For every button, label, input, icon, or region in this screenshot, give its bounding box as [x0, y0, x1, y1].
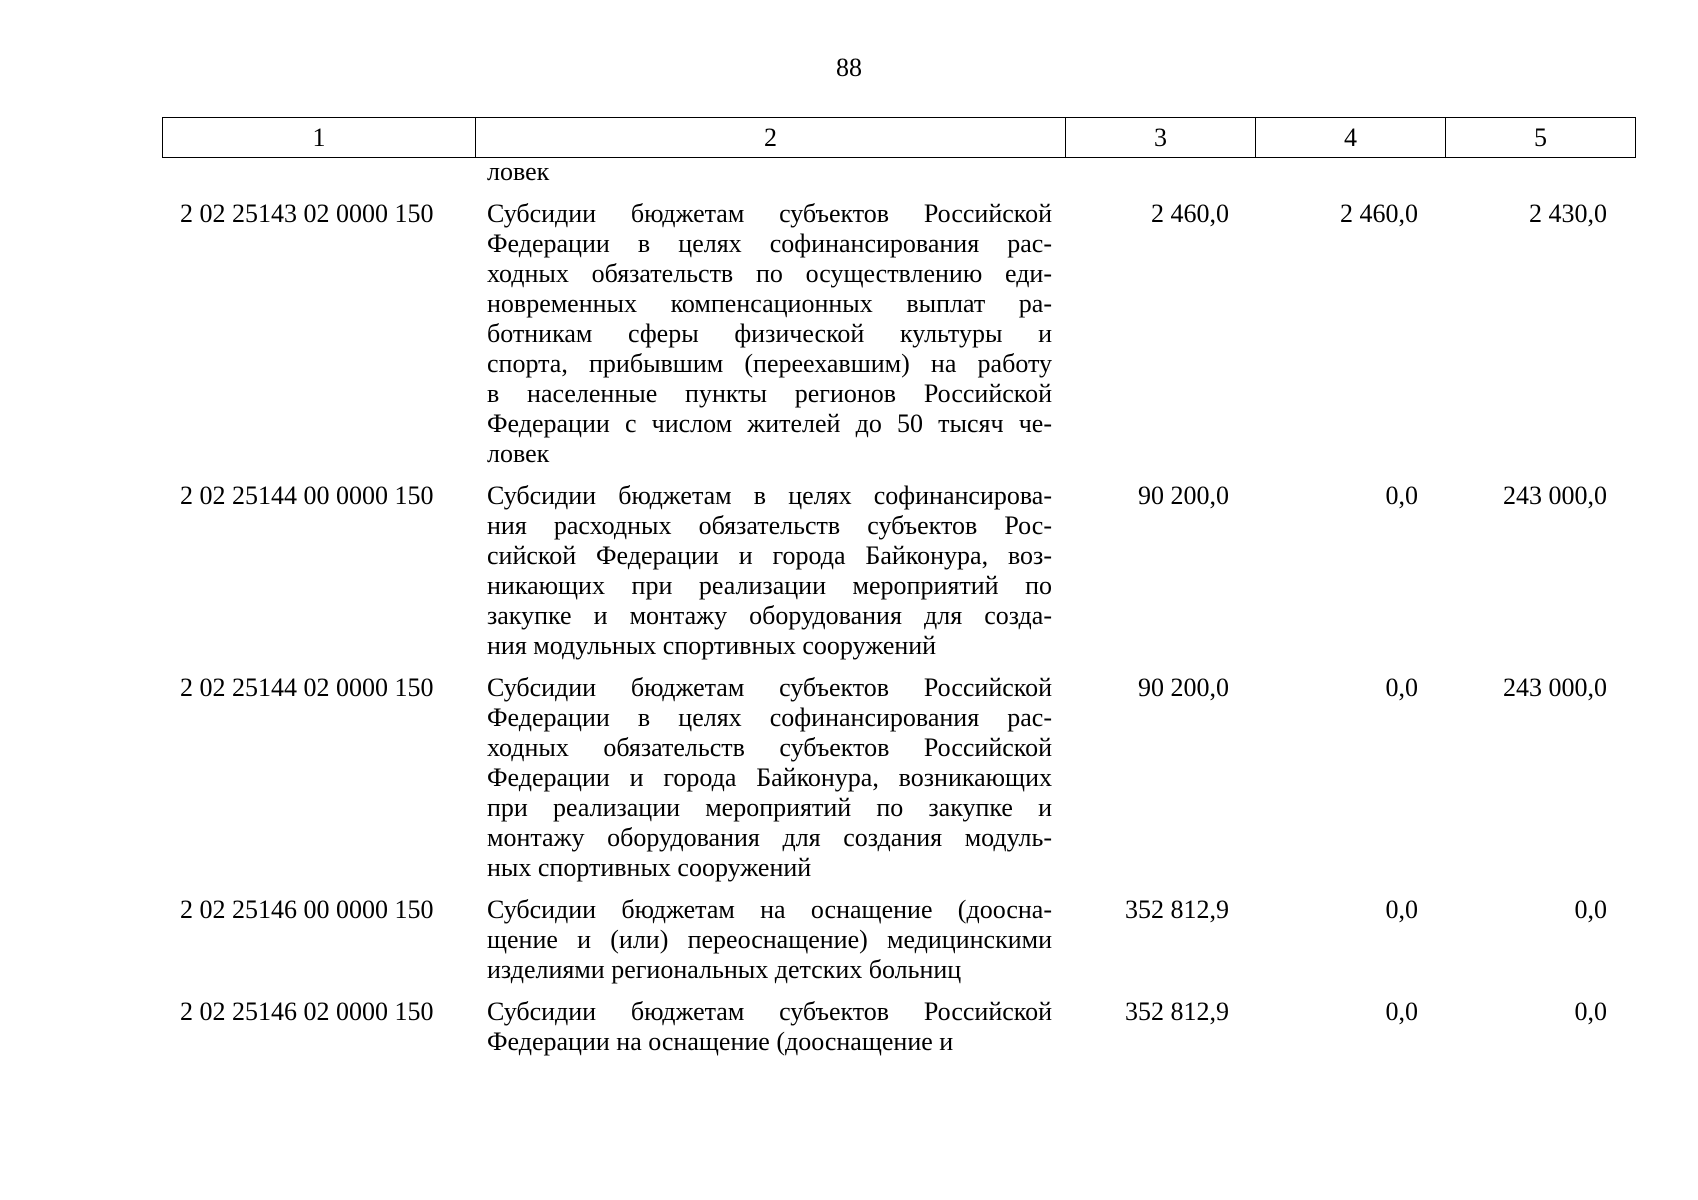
row-value-col3: 352 812,9 — [1125, 895, 1229, 924]
row-code: 2 02 25146 00 0000 150 — [180, 895, 434, 924]
description-line: никающих при реализации мероприятий по — [487, 571, 1052, 600]
description-line: при реализации мероприятий по закупке и — [487, 793, 1052, 822]
row-code: 2 02 25144 02 0000 150 — [180, 673, 434, 702]
description-line: монтажу оборудования для создания модуль- — [487, 823, 1052, 852]
table-row — [162, 481, 1632, 661]
description-line: Субсидии бюджетам на оснащение (доосна- — [487, 895, 1052, 924]
row-code: 2 02 25144 00 0000 150 — [180, 481, 434, 510]
table-row — [162, 199, 1632, 469]
row-value-col5: 0,0 — [1574, 895, 1607, 924]
description-line: изделиями региональных детских больниц — [487, 955, 962, 984]
row-value-col4: 0,0 — [1385, 895, 1418, 924]
description-line: новременных компенсационных выплат ра- — [487, 289, 1052, 318]
description-line: Федерации на оснащение (дооснащение и — [487, 1027, 954, 1056]
table-header — [162, 117, 1636, 158]
row-value-col5: 0,0 — [1574, 997, 1607, 1026]
row-value-col3: 90 200,0 — [1138, 673, 1229, 702]
row-value-col3: 90 200,0 — [1138, 481, 1229, 510]
description-line: Федерации в целях софинансирования рас- — [487, 229, 1052, 258]
row-value-col3: 352 812,9 — [1125, 997, 1229, 1026]
description-line: ния модульных спортивных сооружений — [487, 631, 937, 660]
table-row — [162, 997, 1632, 1057]
row-code: 2 02 25146 02 0000 150 — [180, 997, 434, 1026]
row-value-col3: 2 460,0 — [1151, 199, 1229, 228]
column-header-3: 3 — [1066, 118, 1256, 158]
table-body — [162, 157, 1632, 1057]
description-line: ходных обязательств по осуществлению еди- — [487, 259, 1052, 288]
description-line: ходных обязательств субъектов Российской — [487, 733, 1052, 762]
description-line: Субсидии бюджетам субъектов Российской — [487, 997, 1052, 1026]
description-line: ния расходных обязательств субъектов Рос- — [487, 511, 1052, 540]
row-value-col4: 0,0 — [1385, 673, 1418, 702]
row-value-col5: 243 000,0 — [1503, 673, 1607, 702]
column-header-2: 2 — [476, 118, 1066, 158]
row-description — [487, 673, 1052, 883]
column-header-1: 1 — [163, 118, 476, 158]
description-line: спорта, прибывшим (переехавшим) на работу — [487, 349, 1052, 378]
row-description — [487, 199, 1052, 469]
row-value-col4: 0,0 — [1385, 997, 1418, 1026]
continuation-text: ловек — [487, 157, 550, 186]
description-line: Федерации с числом жителей до 50 тысяч че- — [487, 409, 1052, 438]
row-value-col5: 243 000,0 — [1503, 481, 1607, 510]
row-value-col5: 2 430,0 — [1529, 199, 1607, 228]
row-code: 2 02 25143 02 0000 150 — [180, 199, 434, 228]
row-value-col4: 2 460,0 — [1340, 199, 1418, 228]
description-line: ных спортивных сооружений — [487, 853, 812, 882]
description-line: Федерации в целях софинансирования рас- — [487, 703, 1052, 732]
column-header-5: 5 — [1446, 118, 1636, 158]
row-value-col4: 0,0 — [1385, 481, 1418, 510]
description-line: Субсидии бюджетам субъектов Российской — [487, 199, 1052, 228]
row-description — [487, 997, 1052, 1057]
page-number: 88 — [836, 53, 862, 82]
description-line: ловек — [487, 439, 550, 468]
description-line: закупке и монтажу оборудования для созда- — [487, 601, 1052, 630]
table-row — [162, 673, 1632, 883]
row-description — [487, 895, 1052, 985]
table-row — [162, 895, 1632, 985]
description-line: Федерации и города Байконура, возникающих — [487, 763, 1052, 792]
description-line: Субсидии бюджетам в целях софинансирова- — [487, 481, 1052, 510]
table-header-row — [163, 118, 1636, 158]
description-line: щение и (или) переоснащение) медицинскими — [487, 925, 1052, 954]
description-line: ботникам сферы физической культуры и — [487, 319, 1052, 348]
description-line: сийской Федерации и города Байконура, воз- — [487, 541, 1052, 570]
description-line: в населенные пункты регионов Российской — [487, 379, 1052, 408]
description-line: Субсидии бюджетам субъектов Российской — [487, 673, 1052, 702]
row-description — [487, 481, 1052, 661]
column-header-4: 4 — [1256, 118, 1446, 158]
